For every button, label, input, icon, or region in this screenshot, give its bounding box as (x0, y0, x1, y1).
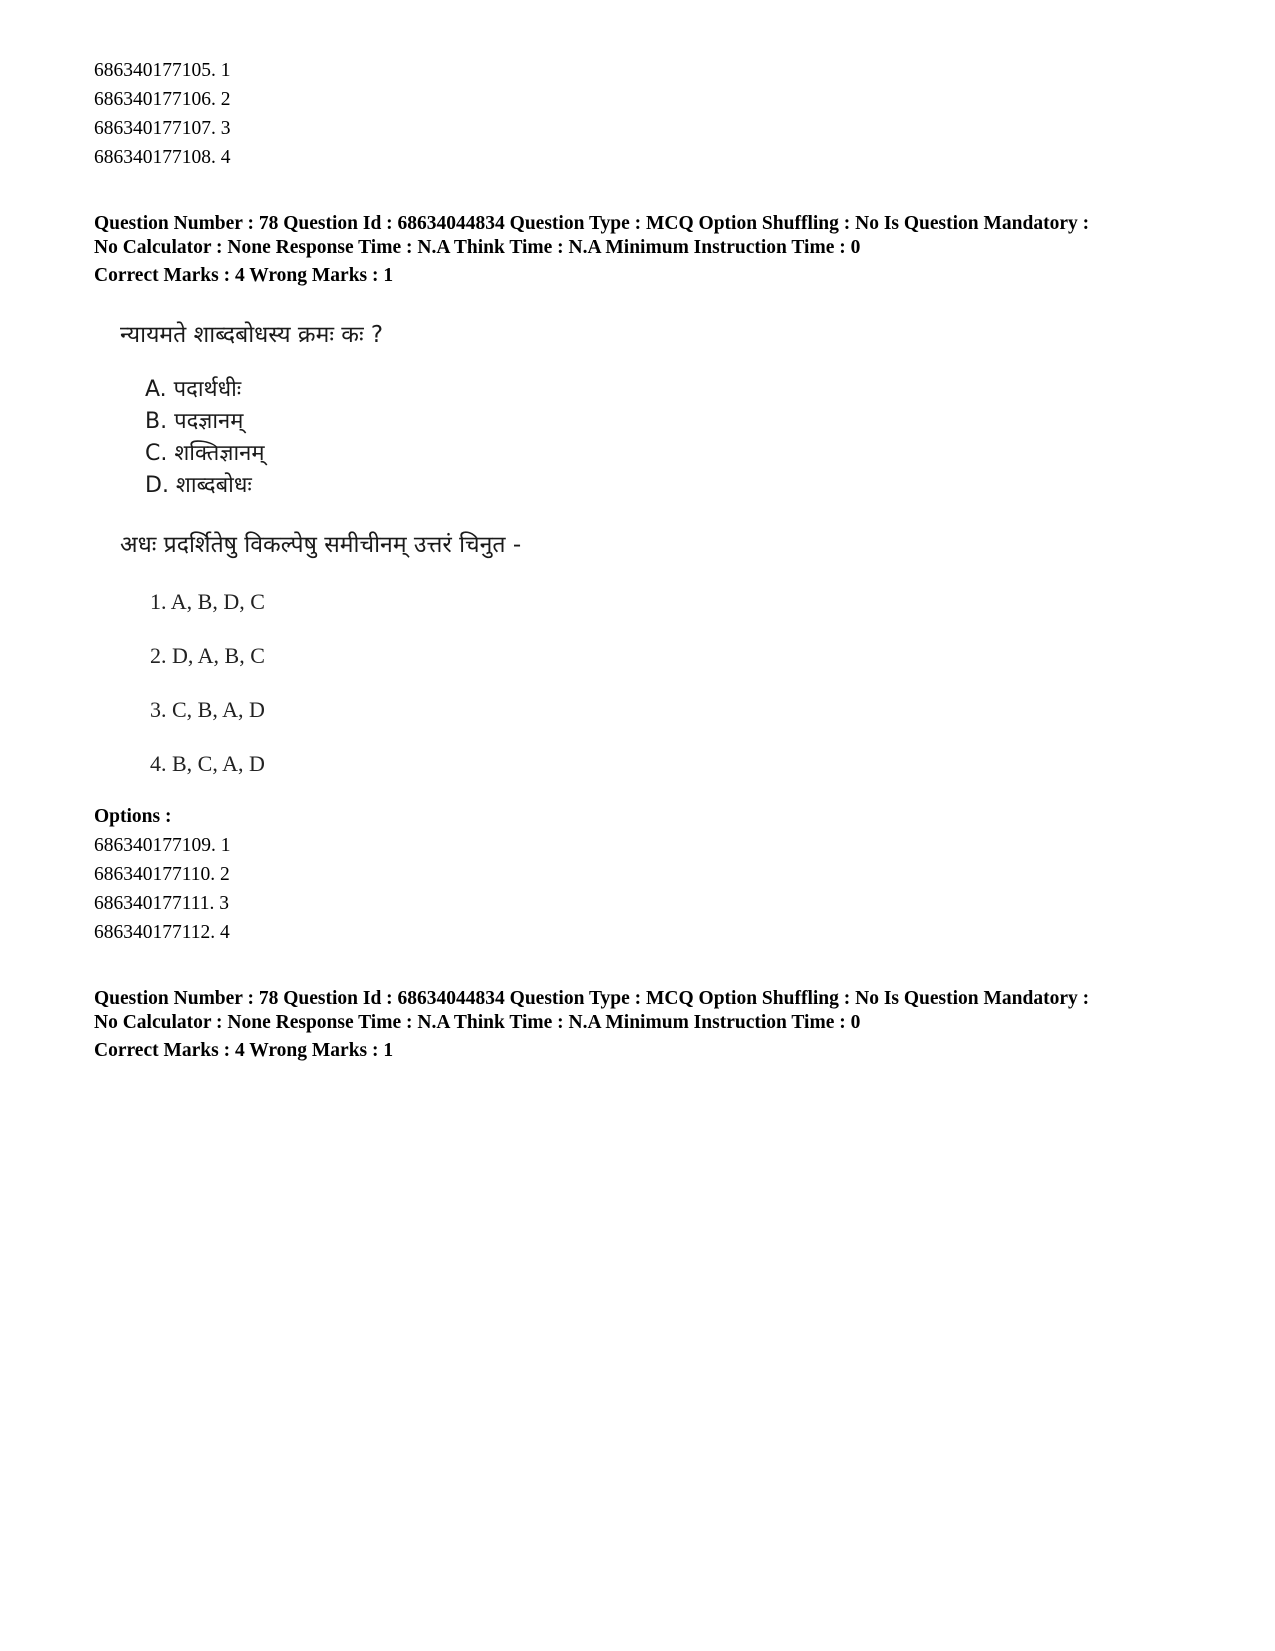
option-line: 686340177109. 1 (94, 835, 231, 856)
option-line: 686340177106. 2 (94, 89, 231, 110)
option-line: 686340177112. 4 (94, 922, 230, 943)
answer-choice-4: 4. B, C, A, D (150, 751, 265, 776)
question-item-c: C. शक्तिज्ञानम् (145, 441, 265, 466)
question-text: न्यायमते शाब्दबोधस्य क्रमः कः ? (120, 322, 384, 348)
options-label: Options : (94, 806, 172, 827)
option-line: 686340177105. 1 (94, 60, 231, 81)
option-line: 686340177108. 4 (94, 147, 231, 168)
question-item-a: A. पदार्थधीः (145, 377, 242, 402)
question-header-line1: Question Number : 78 Question Id : 68634044834 Question Type : MCQ Option Shuffling : No Is Question Mandatory : (94, 213, 1090, 234)
question-instruction: अधः प्रदर्शितेषु विकल्पेषु समीचीनम् उत्तरं चिनुत - (120, 532, 522, 558)
question-header-line2: No Calculator : None Response Time : N.A Think Time : N.A Minimum Instruction Time : 0 (94, 1012, 861, 1033)
option-line: 686340177110. 2 (94, 864, 230, 885)
question-marks: Correct Marks : 4 Wrong Marks : 1 (94, 265, 394, 286)
question-item-d: D. शाब्दबोधः (145, 473, 252, 498)
answer-choice-2: 2. D, A, B, C (150, 643, 265, 668)
answer-choice-3: 3. C, B, A, D (150, 697, 265, 722)
question-item-b: B. पदज्ञानम् (145, 409, 244, 434)
answer-choice-1: 1. A, B, D, C (150, 589, 265, 614)
option-line: 686340177107. 3 (94, 118, 231, 139)
option-line: 686340177111. 3 (94, 893, 230, 914)
question-header-line2: No Calculator : None Response Time : N.A Think Time : N.A Minimum Instruction Time : 0 (94, 237, 861, 258)
question-marks: Correct Marks : 4 Wrong Marks : 1 (94, 1040, 394, 1061)
question-header-line1: Question Number : 78 Question Id : 68634044834 Question Type : MCQ Option Shuffling : No Is Question Mandatory : (94, 988, 1090, 1009)
